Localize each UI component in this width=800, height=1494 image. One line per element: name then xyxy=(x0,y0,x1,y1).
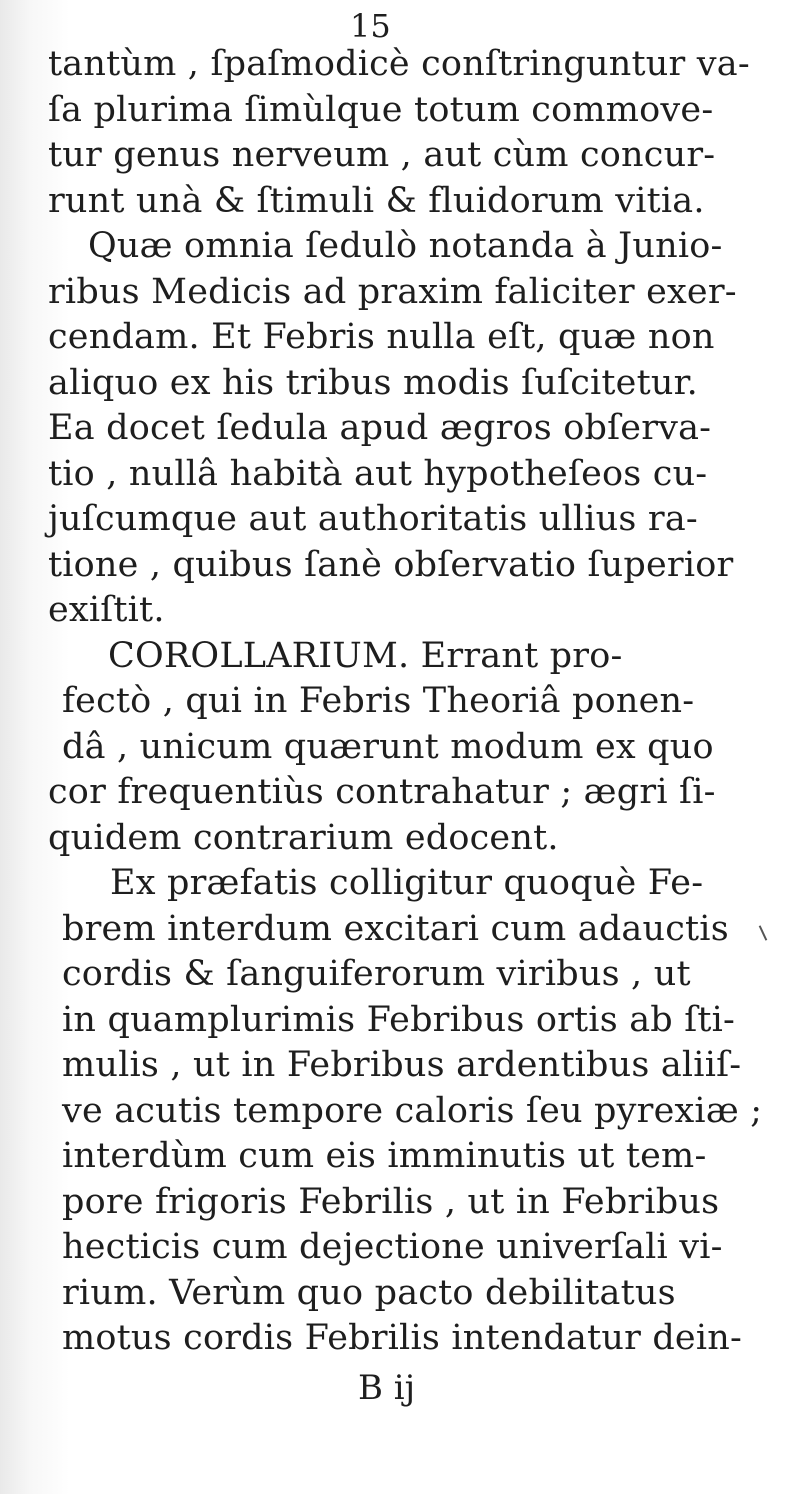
text-line: dâ , unicum quærunt modum ex quo xyxy=(62,726,714,767)
text-line: runt unà & ſtimuli & fluidorum vitia. xyxy=(48,180,705,221)
body-text xyxy=(48,42,788,1362)
text-line: cendam. Et Febris nulla eſt, quæ non xyxy=(48,317,715,357)
text-line: rium. Verùm quo pacto debilitatus xyxy=(62,1272,676,1313)
text-line: Ea docet ſedula apud ægros obſerva- xyxy=(48,408,712,448)
text-line: Quæ omnia ſedulò notanda à Junio- xyxy=(88,226,723,266)
text-line: ve acutis tempore caloris ſeu pyrexiæ ; xyxy=(62,1090,763,1131)
text-line: ribus Medicis ad praxim faliciter exer- xyxy=(48,271,737,312)
text-line: tio , nullâ habità aut hypotheſeos cu- xyxy=(48,453,708,494)
text-line: interdùm cum eis imminutis ut tem- xyxy=(62,1136,707,1176)
text-line: tur genus nerveum , aut cùm concur- xyxy=(48,135,716,175)
text-line: juſcumque aut authoritatis ullius ra- xyxy=(48,499,698,539)
text-line: brem interdum excitari cum adauctis xyxy=(62,908,729,949)
text-line: exiſtit. xyxy=(48,590,165,630)
text-line: hecticis cum dejectione univerſali vi- xyxy=(62,1227,723,1267)
text-line: cor frequentiùs contrahatur ; ægri ſi- xyxy=(48,772,716,812)
page-number: 15 xyxy=(350,7,391,45)
text-line: mulis , ut in Febribus ardentibus aliiſ- xyxy=(62,1045,742,1085)
text-line: aliquo ex his tribus modis ſuſcitetur. xyxy=(48,362,699,403)
text-line: Ex præfatis colligitur quoquè Fe- xyxy=(110,863,704,903)
text-line: pore frigoris Febrilis , ut in Febribus xyxy=(62,1181,720,1222)
corollarium-heading-line: COROLLARIUM. Errant pro- xyxy=(108,635,623,676)
text-line: in quamplurimis Febribus ortis ab ſti- xyxy=(62,999,736,1040)
text-line: fectò , qui in Febris Theoriâ ponen- xyxy=(62,681,695,721)
text-line: tantùm , ſpaſmodicè conſtringuntur va- xyxy=(48,44,750,84)
text-line: motus cordis Febrilis intendatur dein- xyxy=(62,1318,742,1358)
signature-mark: B ij xyxy=(358,1368,416,1408)
text-line: cordis & ſanguiferorum viribus , ut xyxy=(62,954,691,994)
text-line: tione , quibus ſanè obſervatio ſuperior xyxy=(48,544,734,585)
text-line: quidem contrarium edocent. xyxy=(48,817,559,858)
text-line: ſa plurima ſimùlque totum commove- xyxy=(48,89,714,130)
